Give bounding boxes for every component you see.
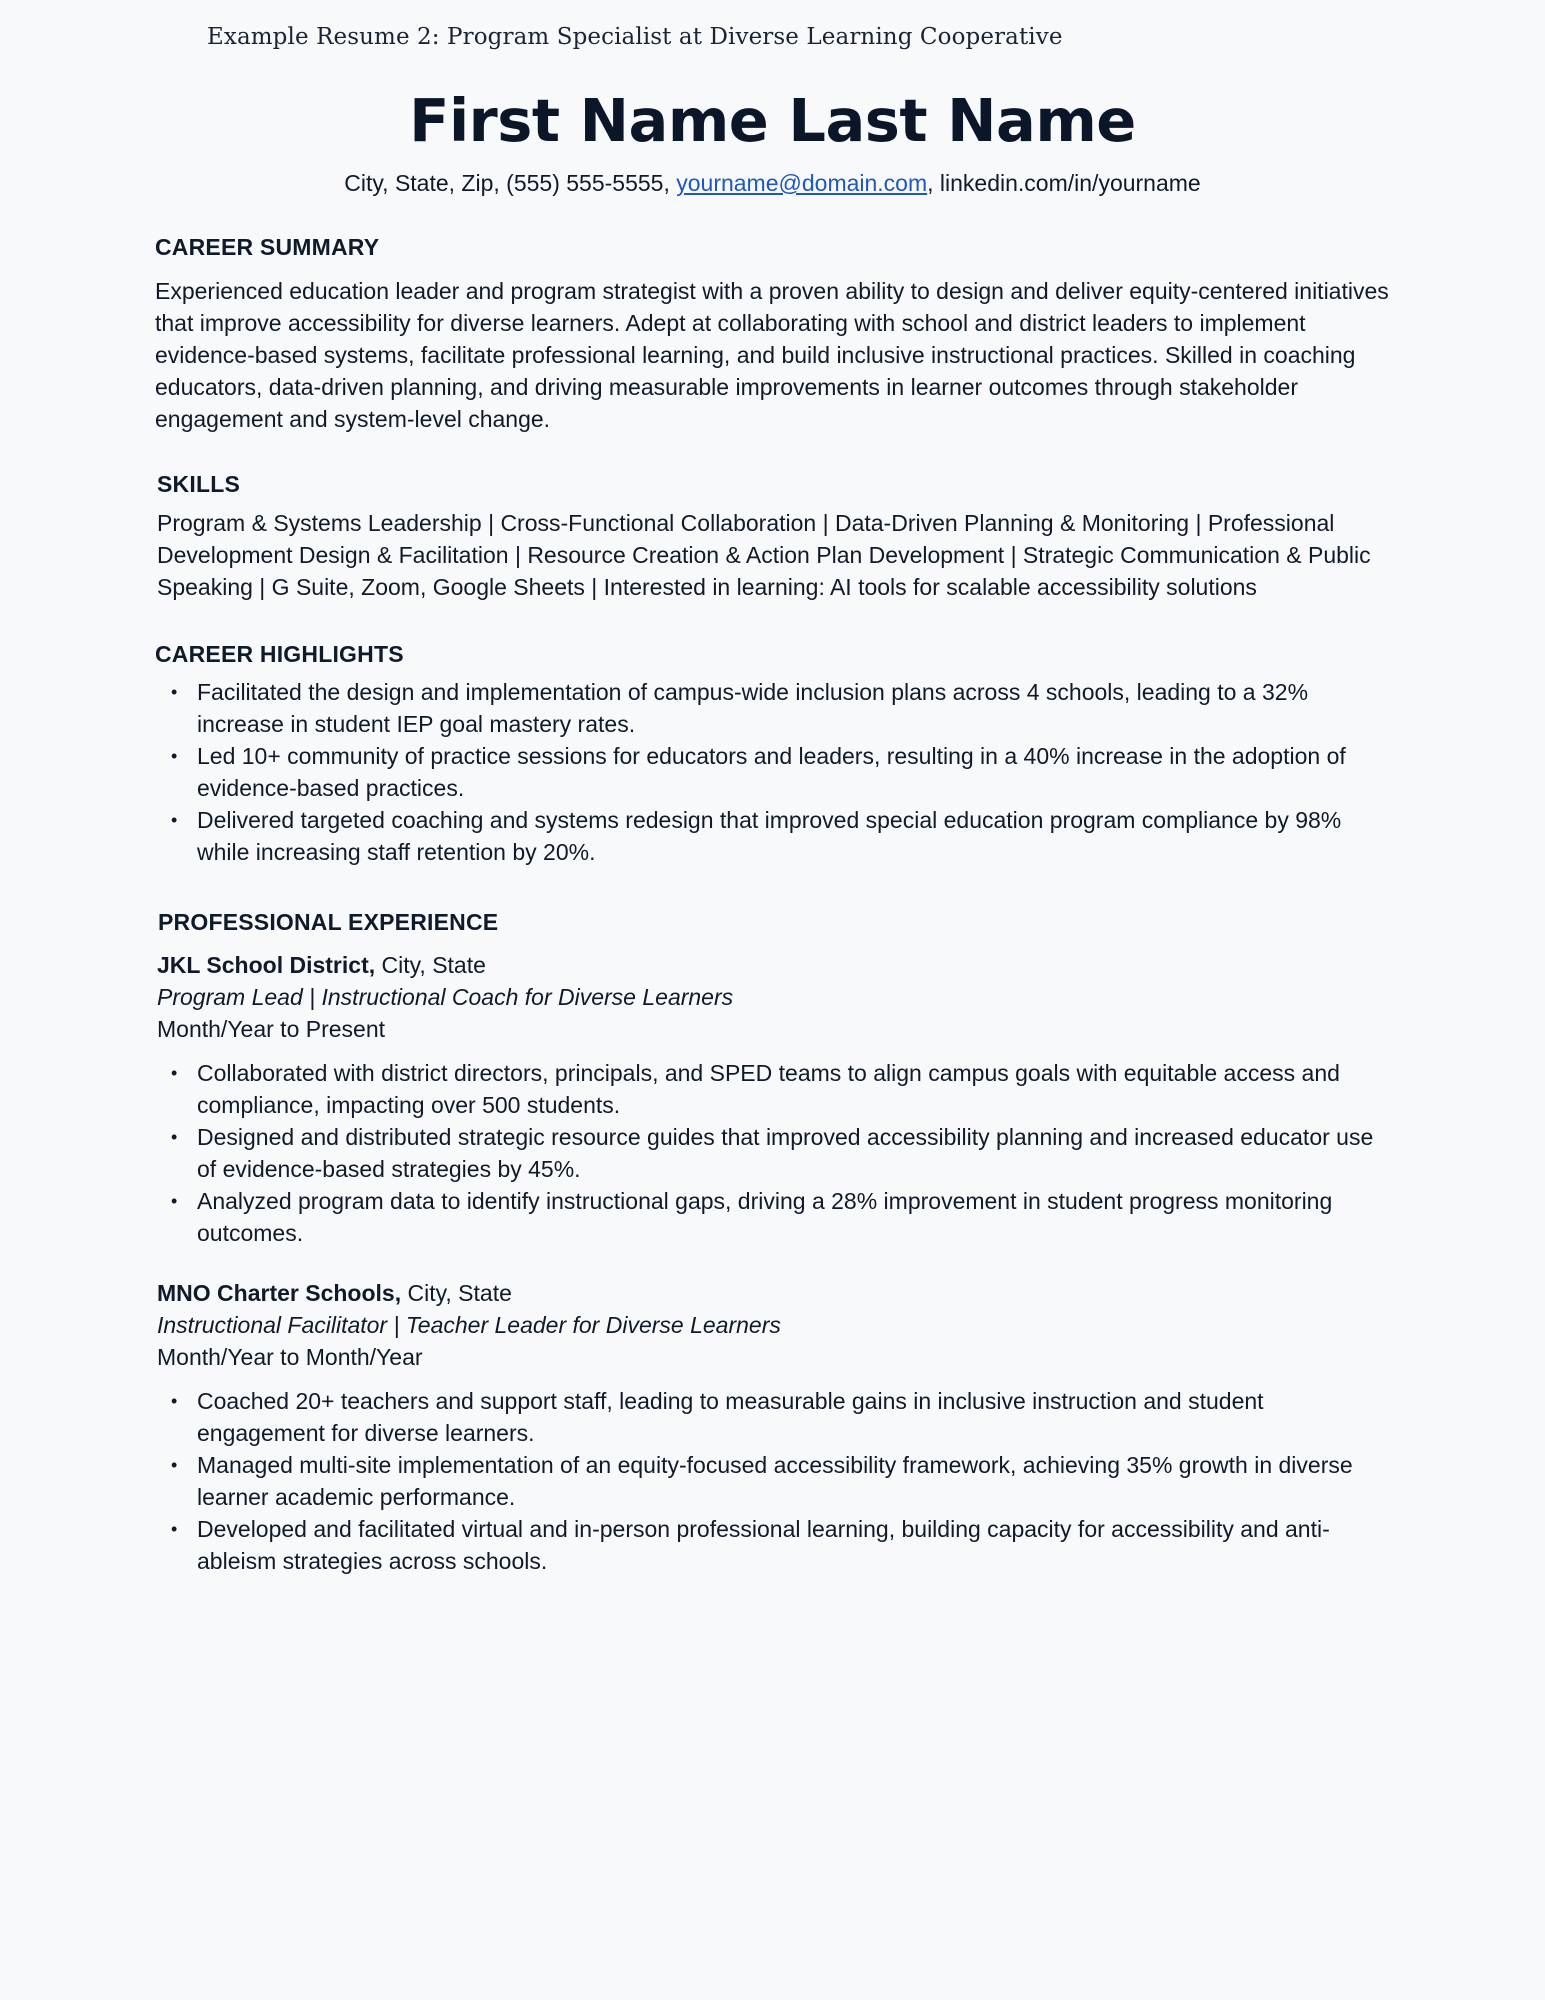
bullet-icon: • bbox=[171, 1455, 178, 1475]
job-bullet-text: Coached 20+ teachers and support staff, leading to measurable gains in inclusive instruction and student engagement for diverse learners. bbox=[197, 1388, 1264, 1446]
career-highlights-list bbox=[155, 676, 1395, 868]
job-title: Instructional Facilitator | Teacher Leader for Diverse Learners bbox=[157, 1312, 781, 1338]
list-item bbox=[155, 1385, 1397, 1449]
list-item bbox=[155, 740, 1395, 804]
skills-text: Program & Systems Leadership | Cross-Functional Collaboration | Data-Driven Planning & Monitoring | Professional Development Design & Facilitation | Resource Creation & Action Plan Development | Strategic Communication & Public Speaking | G Suite, Zoom, Google Sheets | Interested in learning: AI tools for scalable accessibility solutions bbox=[157, 510, 1371, 600]
list-item bbox=[155, 1121, 1397, 1185]
list-item bbox=[155, 804, 1395, 868]
candidate-name: First Name Last Name bbox=[409, 86, 1136, 155]
career-highlights-heading: CAREER HIGHLIGHTS bbox=[155, 641, 404, 667]
bullet-icon: • bbox=[171, 1391, 178, 1411]
job-bullets bbox=[155, 1057, 1397, 1249]
job-bullets bbox=[155, 1385, 1397, 1577]
job-bullet-text: Designed and distributed strategic resource guides that improved accessibility planning and increased educator use of evidence-based strategies by 45%. bbox=[197, 1124, 1374, 1182]
career-highlights-section bbox=[155, 641, 1395, 868]
bullet-icon: • bbox=[171, 682, 178, 702]
job-bullet-text: Analyzed program data to identify instructional gaps, driving a 28% improvement in student progress monitoring outcomes. bbox=[197, 1188, 1333, 1246]
career-summary-text: Experienced education leader and program strategist with a proven ability to design and deliver equity-centered initiatives that improve accessibility for diverse learners. Adept at collaborating with school and district leaders to implement evidence-based systems, facilitate professional learning, and build inclusive instructional practices. Skilled in coaching educators, data-driven planning, and driving measurable improvements in learner outcomes through stakeholder engagement and system-level change. bbox=[155, 278, 1389, 432]
bullet-icon: • bbox=[171, 1191, 178, 1211]
bullet-icon: • bbox=[171, 1127, 178, 1147]
company-name: JKL School District, bbox=[157, 952, 376, 978]
job-bullet-text: Developed and facilitated virtual and in-person professional learning, building capacity for accessibility and anti-ableism strategies across schools. bbox=[197, 1516, 1330, 1574]
list-item bbox=[155, 1449, 1397, 1513]
contact-address-phone: City, State, Zip, (555) 555-5555, bbox=[344, 170, 677, 196]
highlight-text: Facilitated the design and implementation of campus-wide inclusion plans across 4 schools, leading to a 32% increase in student IEP goal mastery rates. bbox=[197, 679, 1309, 737]
professional-experience-section bbox=[158, 909, 1398, 936]
bullet-icon: • bbox=[171, 1063, 178, 1083]
linkedin-url: linkedin.com/in/yourname bbox=[939, 170, 1201, 196]
skills-heading: SKILLS bbox=[157, 471, 240, 497]
highlight-text: Delivered targeted coaching and systems redesign that improved special education program compliance by 98% while increasing staff retention by 20%. bbox=[197, 807, 1342, 865]
list-item bbox=[155, 1057, 1397, 1121]
career-summary-heading: CAREER SUMMARY bbox=[155, 234, 380, 260]
job-entry bbox=[157, 1277, 1397, 1577]
company-location: City, State bbox=[401, 1280, 512, 1306]
job-company-line bbox=[157, 949, 1397, 981]
job-bullet-text: Managed multi-site implementation of an equity-focused accessibility framework, achieving 35% growth in diverse learner academic performance. bbox=[197, 1452, 1353, 1510]
list-item bbox=[155, 1185, 1397, 1249]
professional-experience-heading: PROFESSIONAL EXPERIENCE bbox=[158, 909, 499, 935]
list-item bbox=[155, 1513, 1397, 1577]
job-title: Program Lead | Instructional Coach for Diverse Learners bbox=[157, 984, 734, 1010]
job-dates: Month/Year to Month/Year bbox=[157, 1344, 423, 1370]
job-company-line bbox=[157, 1277, 1397, 1309]
job-entry bbox=[157, 949, 1397, 1249]
highlight-text: Led 10+ community of practice sessions for educators and leaders, resulting in a 40% increase in the adoption of evidence-based practices. bbox=[197, 743, 1346, 801]
bullet-icon: • bbox=[171, 1519, 178, 1539]
company-name: MNO Charter Schools, bbox=[157, 1280, 402, 1306]
document-label: Example Resume 2: Program Specialist at Diverse Learning Cooperative bbox=[207, 24, 1063, 50]
contact-line bbox=[0, 170, 1545, 197]
job-bullet-text: Collaborated with district directors, principals, and SPED teams to align campus goals with equitable access and compliance, impacting over 500 students. bbox=[197, 1060, 1340, 1118]
email-link[interactable]: yourname@domain.com bbox=[676, 170, 928, 196]
bullet-icon: • bbox=[171, 810, 178, 830]
company-location: City, State bbox=[375, 952, 486, 978]
contact-separator: , bbox=[927, 170, 940, 196]
skills-section bbox=[157, 471, 1397, 603]
list-item bbox=[155, 676, 1395, 740]
bullet-icon: • bbox=[171, 746, 178, 766]
career-summary-section bbox=[155, 234, 1395, 435]
job-dates: Month/Year to Present bbox=[157, 1016, 386, 1042]
